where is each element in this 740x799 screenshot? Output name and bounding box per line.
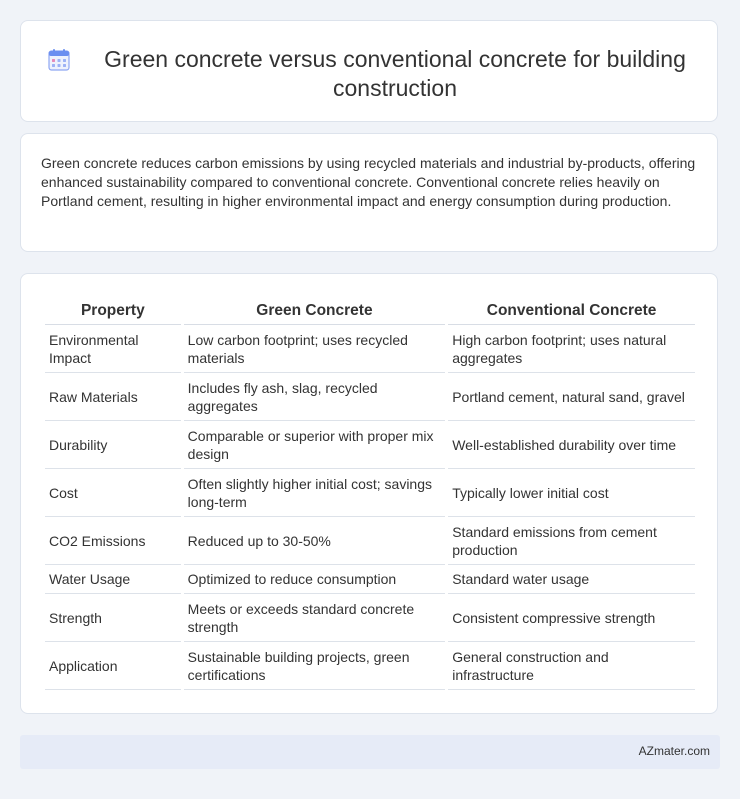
footer-brand: AZmater.com: [638, 744, 710, 758]
cell-property: Cost: [45, 469, 181, 517]
cell-green: Optimized to reduce consumption: [184, 565, 446, 594]
cell-property: Durability: [45, 421, 181, 469]
title-card: [20, 20, 718, 122]
table-row: [45, 565, 695, 594]
cell-property: Water Usage: [45, 565, 181, 594]
table-row: [45, 325, 695, 373]
comparison-table: [42, 293, 698, 690]
calendar-grid-icon: [47, 48, 71, 72]
table-row: [45, 469, 695, 517]
table-row: [45, 421, 695, 469]
cell-conventional: Standard water usage: [448, 565, 695, 594]
table-row: [45, 594, 695, 642]
cell-green: Low carbon footprint; uses recycled materials: [184, 325, 446, 373]
cell-property: Application: [45, 642, 181, 690]
table-row: [45, 517, 695, 565]
cell-green: Meets or exceeds standard concrete strength: [184, 594, 446, 642]
cell-conventional: General construction and infrastructure: [448, 642, 695, 690]
cell-green: Comparable or superior with proper mix design: [184, 421, 446, 469]
table-row: [45, 373, 695, 421]
cell-property: Strength: [45, 594, 181, 642]
cell-green: Includes fly ash, slag, recycled aggregates: [184, 373, 446, 421]
cell-green: Sustainable building projects, green certifications: [184, 642, 446, 690]
cell-conventional: Portland cement, natural sand, gravel: [448, 373, 695, 421]
cell-conventional: Consistent compressive strength: [448, 594, 695, 642]
cell-green: Often slightly higher initial cost; savings long-term: [184, 469, 446, 517]
cell-conventional: Standard emissions from cement production: [448, 517, 695, 565]
page-title: Green concrete versus conventional concrete for building construction: [104, 46, 686, 101]
table-header-row: [45, 293, 695, 325]
header-conventional-concrete: Conventional Concrete: [448, 293, 695, 325]
summary-card: [20, 133, 718, 252]
cell-conventional: Typically lower initial cost: [448, 469, 695, 517]
cell-property: Raw Materials: [45, 373, 181, 421]
header-property: Property: [45, 293, 181, 325]
comparison-table-card: [20, 273, 718, 714]
header-green-concrete: Green Concrete: [184, 293, 446, 325]
cell-property: Environmental Impact: [45, 325, 181, 373]
footer-bar: [20, 735, 720, 769]
summary-text: Green concrete reduces carbon emissions by using recycled materials and industrial by-products, offering enhanced sustainability compared to conventional concrete. Conventional concrete relies heavily on Portland cement, resulting in higher environmental impact and energy consumption during production.: [41, 155, 696, 210]
cell-green: Reduced up to 30-50%: [184, 517, 446, 565]
cell-property: CO2 Emissions: [45, 517, 181, 565]
cell-conventional: Well-established durability over time: [448, 421, 695, 469]
table-row: [45, 642, 695, 690]
cell-conventional: High carbon footprint; uses natural aggregates: [448, 325, 695, 373]
